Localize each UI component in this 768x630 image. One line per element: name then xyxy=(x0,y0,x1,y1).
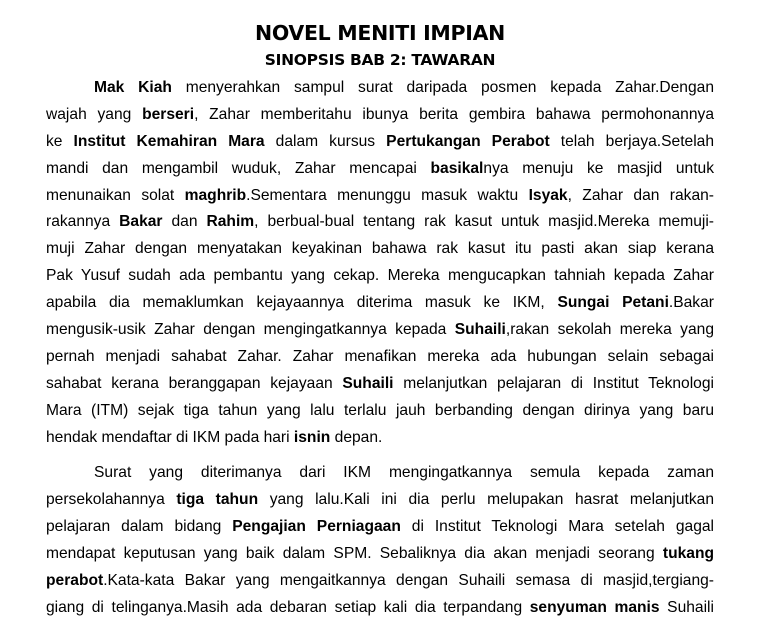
text-line xyxy=(46,317,714,344)
bold-keyword: Bakar xyxy=(119,213,163,231)
text-line xyxy=(46,290,714,317)
bold-keyword: Isyak xyxy=(528,186,568,204)
text-line xyxy=(46,156,714,183)
paragraph-1 xyxy=(46,75,714,451)
text-line xyxy=(46,398,714,425)
bold-keyword: Mak Kiah xyxy=(94,79,172,96)
text-line xyxy=(46,209,714,236)
bold-keyword: tiga tahun xyxy=(176,491,259,509)
text-line xyxy=(46,595,714,622)
text-line xyxy=(46,129,714,156)
bold-keyword: Suhaili xyxy=(342,374,394,392)
text-run: apabila dia memaklumkan kejayaannya diterima masuk ke IKM, xyxy=(46,294,558,312)
text-run: menunaikan solat xyxy=(46,186,185,204)
text-line xyxy=(46,263,714,290)
bold-keyword: tukang xyxy=(662,545,714,563)
text-run: .Sementara menunggu masuk waktu xyxy=(246,186,529,204)
text-run: wajah yang xyxy=(46,105,143,123)
text-line xyxy=(46,425,714,452)
bold-keyword: maghrib xyxy=(184,186,247,204)
paragraph-2 xyxy=(46,460,714,621)
text-run: .Bakar xyxy=(668,294,714,312)
text-line xyxy=(46,568,714,595)
text-line xyxy=(46,344,714,371)
bold-keyword: Rahim xyxy=(206,213,255,231)
text-run: , Zahar memberitahu ibunya berita gembira bahawa permohonannya xyxy=(194,105,714,123)
document-page xyxy=(46,14,714,622)
text-line xyxy=(46,460,714,487)
bold-keyword: Institut Kemahiran Mara xyxy=(73,132,265,150)
text-run: nya menuju ke masjid untuk xyxy=(483,159,715,177)
text-run: dan xyxy=(162,213,207,231)
text-run: giang di telinganya.Masih ada debaran setiap kali dia terpandang xyxy=(46,598,530,616)
bold-keyword: Pengajian Perniagaan xyxy=(232,518,401,536)
text-run: hendak mendaftar di IKM pada hari xyxy=(46,428,294,446)
text-run: mengusik-usik Zahar dengan mengingatkannya kepada xyxy=(46,321,455,339)
bold-keyword: senyuman manis xyxy=(529,598,660,616)
text-run: , berbual-bual tentang rak kasut untuk masjid.Mereka memuji- xyxy=(254,213,714,231)
text-run: pernah menjadi sahabat Zahar. Zahar menafikan mereka ada hubungan selain sebagai xyxy=(46,347,714,365)
text-run: di Institut Teknologi Mara setelah gagal xyxy=(400,518,715,536)
bold-keyword: Pertukangan Perabot xyxy=(386,132,550,150)
text-line xyxy=(46,541,714,568)
text-run: rakannya xyxy=(46,213,120,231)
paragraph-gap xyxy=(46,451,714,460)
text-run: muji Zahar dengan menyatakan keyakinan bahawa rak kasut itu pasti akan siap kerana xyxy=(46,240,714,258)
text-run: sahabat kerana beranggapan kejayaan xyxy=(46,374,343,392)
bold-keyword: berseri xyxy=(142,105,195,123)
text-run: Pak Yusuf sudah ada pembantu yang cekap. Mereka mengucapkan tahniah kepada Zahar xyxy=(46,267,714,285)
text-run: Surat yang diterimanya dari IKM mengingatkannya semula kepada zaman xyxy=(94,464,714,482)
document-title: NOVEL MENITI IMPIAN xyxy=(254,21,506,45)
text-run: persekolahannya xyxy=(46,491,177,509)
text-line xyxy=(46,102,714,129)
text-run: telah berjaya.Setelah xyxy=(549,132,715,150)
text-line xyxy=(46,75,714,102)
text-run: yang lalu.Kali ini dia perlu melupakan hasrat melanjutkan xyxy=(258,491,714,509)
text-run: dalam kursus xyxy=(264,132,387,150)
text-run: depan. xyxy=(330,428,383,446)
text-run: , Zahar dan rakan- xyxy=(567,186,714,204)
bold-keyword: Sungai Petani xyxy=(557,294,669,312)
bold-keyword: perabot xyxy=(46,572,104,590)
text-line xyxy=(46,236,714,263)
text-run: ke xyxy=(46,132,74,150)
document-subtitle: SINOPSIS BAB 2: TAWARAN xyxy=(264,51,496,69)
bold-keyword: basikal xyxy=(430,159,484,177)
text-run: Suhaili xyxy=(659,598,714,616)
text-line xyxy=(46,183,714,210)
text-run: ,rakan sekolah mereka yang xyxy=(505,321,714,339)
text-run: mandi dan mengambil wuduk, Zahar mencapai xyxy=(46,159,431,177)
text-line xyxy=(46,371,714,398)
text-run: menyerahkan sampul surat daripada posmen kepada Zahar.Dengan xyxy=(171,79,714,96)
bold-keyword: isnin xyxy=(293,428,331,446)
text-run: .Kata-kata Bakar yang mengaitkannya dengan Suhaili semasa di masjid,tergiang- xyxy=(103,572,714,590)
bold-keyword: Suhaili xyxy=(454,321,506,339)
text-run: melanjutkan pelajaran di Institut Teknologi xyxy=(393,374,714,392)
text-run: pelajaran dalam bidang xyxy=(46,518,233,536)
text-run: mendapat keputusan yang baik dalam SPM. Sebaliknya dia akan menjadi seorang xyxy=(46,545,663,563)
text-line xyxy=(46,514,714,541)
text-line xyxy=(46,487,714,514)
text-run: Mara (ITM) sejak tiga tahun yang lalu terlalu jauh berbanding dengan dirinya yang baru xyxy=(46,401,714,419)
